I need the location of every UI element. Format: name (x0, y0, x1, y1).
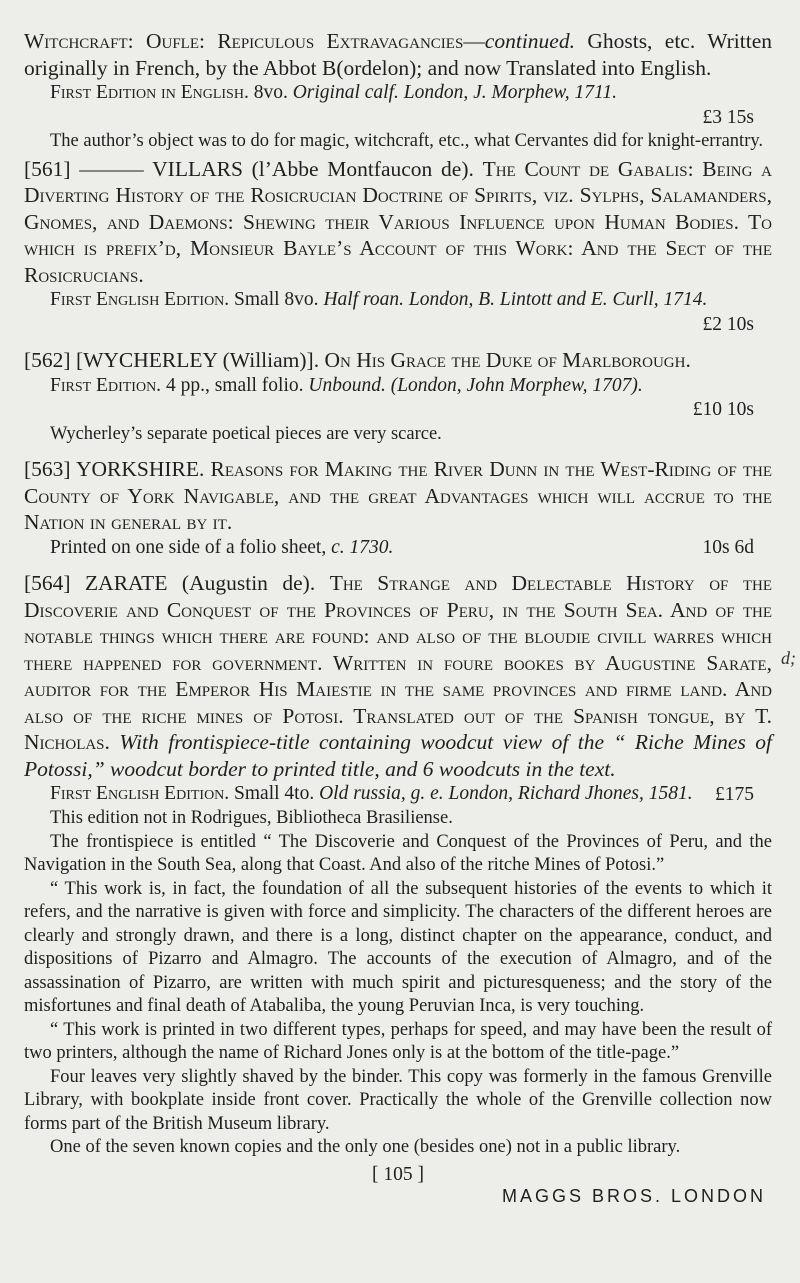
note: Four leaves very slightly shaved by the binder. This copy was formerly in the famous Grenville Library, with bookplate inside front cover. Practically the whole of the Grenville collection now forms part of the British Museum library. (24, 1066, 772, 1134)
entry-lead: [564] ZARATE (Augustin de). (24, 571, 316, 595)
edition-line: First Edition. 4 pp., small folio. Unbound. (London, John Morphew, 1707). (50, 374, 643, 396)
edition-line: First English Edition. Small 4to. Old russia, g. e. London, Richard Jhones, 1581. (50, 783, 693, 804)
note: This edition not in Rodrigues, Bibliotheca Brasiliense. (50, 808, 453, 828)
continued-label: continued. (484, 29, 575, 53)
entry-title: On His Grace the Duke of Marlborough. (324, 348, 691, 372)
entry-header (24, 28, 772, 81)
edition-line: First Edition in English. 8vo. Original calf. London, J. Morphew, 1711. (50, 82, 617, 103)
note: “ This work is, in fact, the foundation of all the subsequent histories of the events to which it refers, and the narrative is given with force and simplicity. The characters of the different heroes are clearly and strongly drawn, and there is a long, distinct chapter on the appearance, conduct, and dispositions of Pizarro and Almagro. The accounts of the execution of Almagro, and of the assassination of Pizarro, are written with much spirit and picturesqueness; and the story of the misfortunes and final death of Atabaliba, the young Peruvian Inca, is very touching. (24, 878, 772, 1016)
entry-title-italic: With frontispiece-title containing woodcut view of the “ Riche Mines of Potossi,” woodcut border to printed title, and 6 woodcuts in the text. (24, 730, 772, 781)
entry-title: The Strange and Delectable History of the Discoverie and Conquest of the Provinces of Peru, in the South Sea. And of the notable things which there are found: and also of the bloudie civill warres which there happened for government. Written in foure bookes by Augustine Sarate, auditor for the Emperor His Maiestie in the same provinces and firme land. And also of the riche mines of Potosi. Translated out of the Spanish tongue, by T. Nicholas. (24, 571, 773, 754)
entry-563 (24, 456, 772, 536)
note: The frontispiece is entitled “ The Discoverie and Conquest of the Provinces of Peru, and the Navigation in the South Sea, along that Coast. And also of the ritche Mines of Potosi.” (24, 831, 772, 875)
price: £2 10s (702, 313, 754, 335)
entry-562 (24, 347, 772, 374)
edition-line: First English Edition. Small 8vo. Half roan. London, B. Lintott and E. Curll, 1714. (50, 289, 708, 310)
page-number: [ 105 ] (372, 1163, 424, 1185)
entry-564 (24, 570, 772, 782)
margin-annotation: d; (781, 648, 796, 668)
price: £10 10s (692, 399, 754, 420)
note: Wycherley’s separate poetical pieces are very scarce. (50, 423, 442, 444)
running-heading: Witchcraft: Oufle: Repiculous Extravagancies— (24, 29, 485, 53)
entry-title: Reasons for Making the River Dunn in the West-Riding of the County of York Navigable, and the great Advantages which will accrue to the Nation in general by it. (24, 457, 773, 534)
edition-line: Printed on one side of a folio sheet, c. 1730. 10s 6d (24, 536, 772, 561)
note: “ This work is printed in two different types, perhaps for speed, and may have been the result of two printers, although the name of Richard Jones only is at the bottom of the title-page.” (24, 1019, 772, 1063)
entry-lead: [563] YORKSHIRE. (24, 457, 205, 481)
entry-lead: [562] [WYCHERLEY (William)]. (24, 348, 320, 372)
entry-561 (24, 156, 772, 289)
price: £3 15s (702, 106, 754, 128)
note: The author’s object was to do for magic, witchcraft, etc., what Cervantes did for knight-errantry. (50, 131, 764, 151)
publisher-imprint: MAGGS BROS. LONDON (501, 1185, 766, 1206)
note: One of the seven known copies and the only one (besides one) not in a public library. (50, 1137, 681, 1157)
price: 10s 6d (702, 536, 754, 558)
entry-title: The Count de Gabalis: Being a Diverting History of the Rosicrucian Doctrine of Spirits, viz. Sylphs, Salamanders, Gnomes, and Daemons: Shewing their Various Influence upon Human Bodies. To which is prefix’d, Monsieur Bayle’s Account of this Work: And the Sect of the Rosicrucians. (24, 156, 773, 287)
entry-lead: [561] ——— VILLARS (l’Abbe Montfaucon de). (24, 156, 474, 181)
entry-intro: Ghosts, etc. Written originally in French, by the Abbot B(ordelon); and now Translated into English. (24, 29, 772, 80)
price: £175 (715, 783, 754, 805)
catalogue-page (24, 28, 772, 1207)
